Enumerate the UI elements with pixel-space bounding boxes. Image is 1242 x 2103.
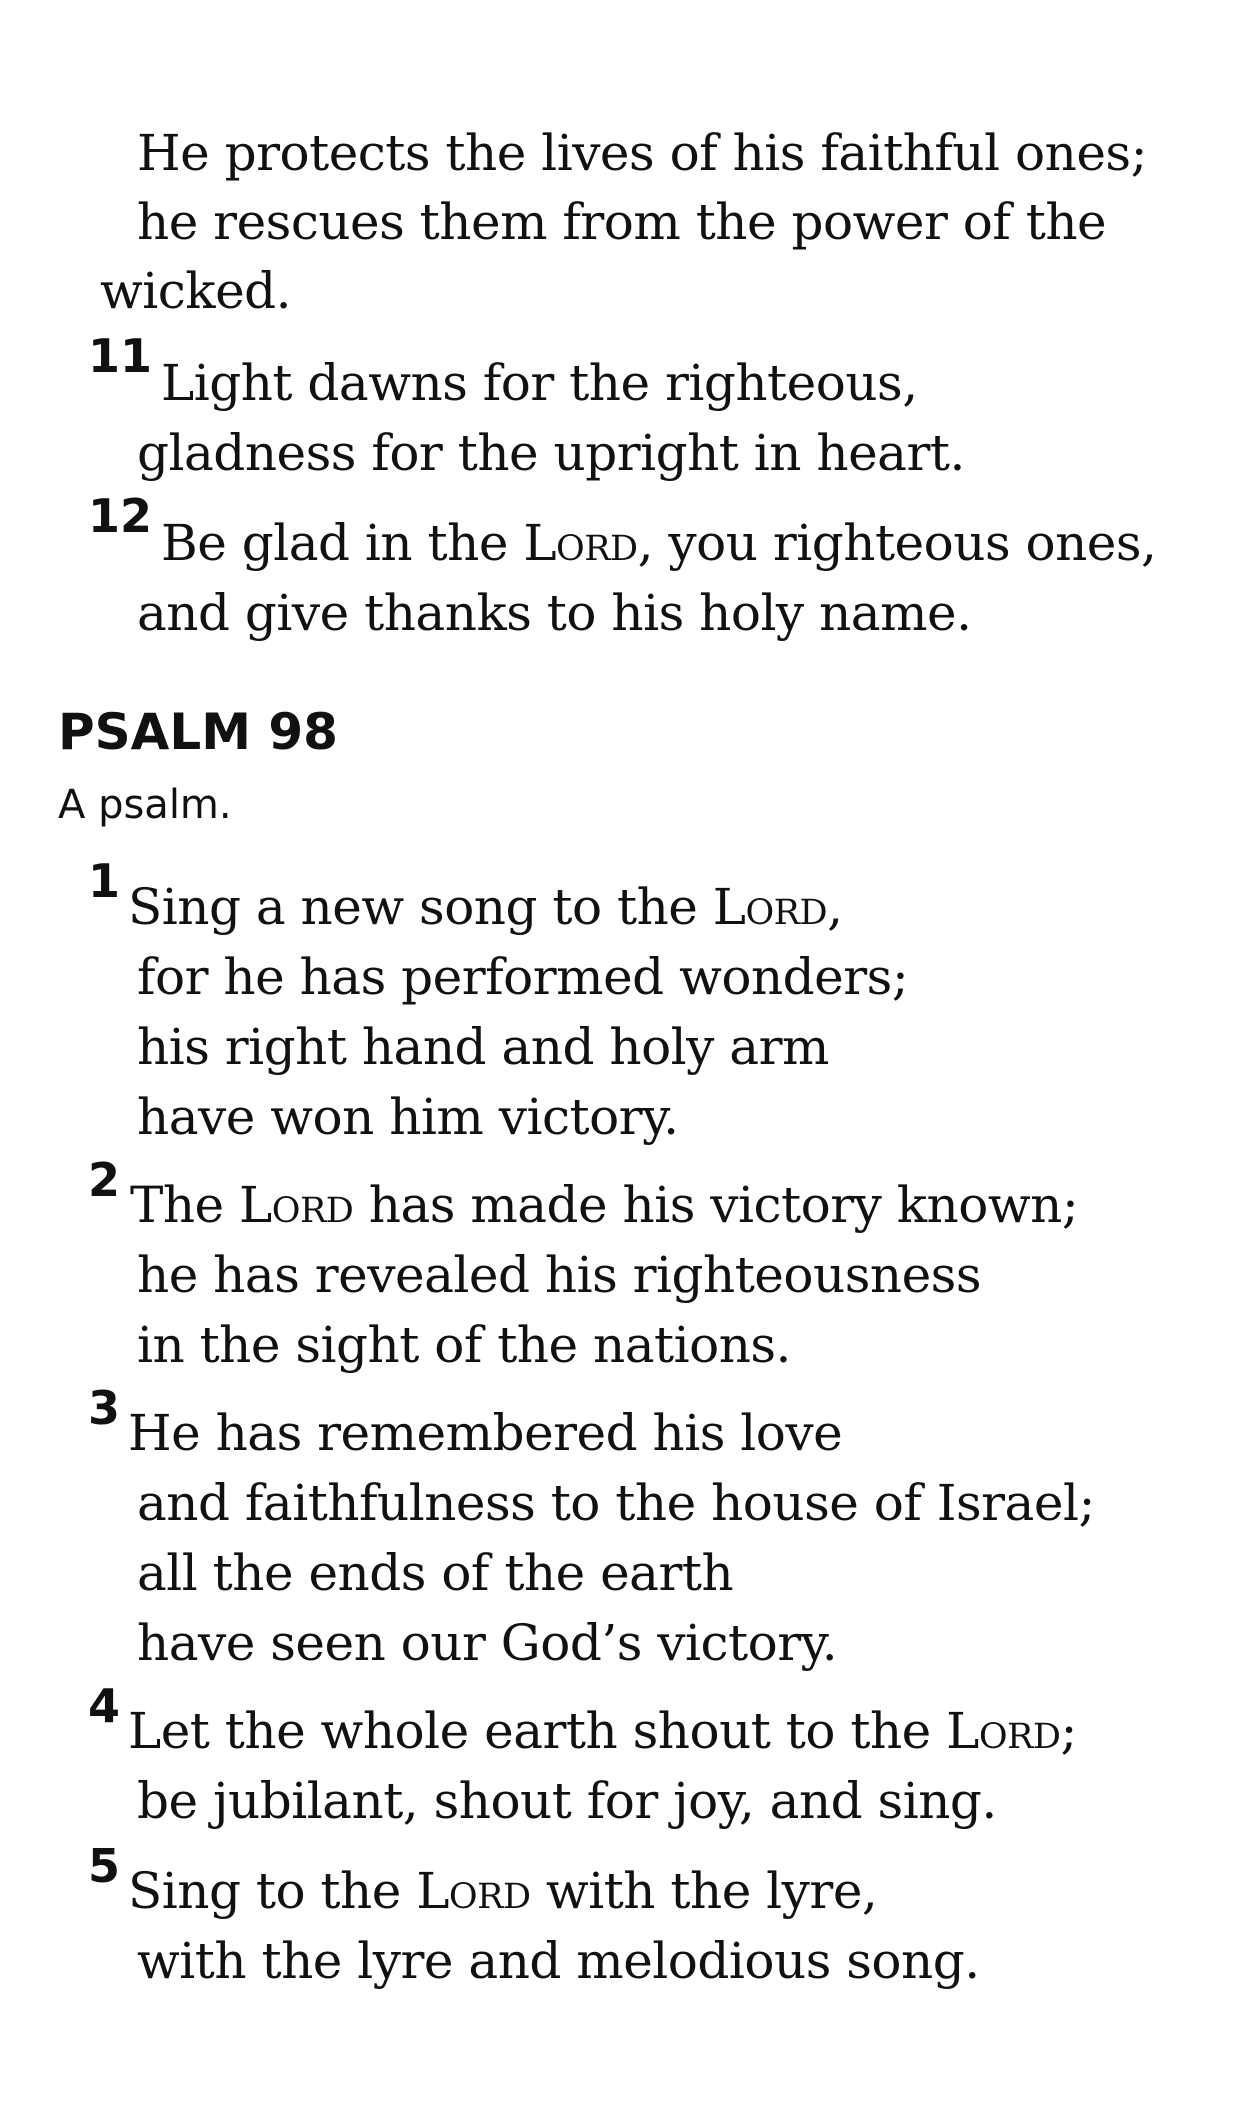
verse-line: have seen our God’s victory. (137, 1614, 838, 1672)
divine-name: Lord (416, 1862, 531, 1920)
verse-text: Sing to the (128, 1862, 417, 1920)
verse-line (128, 1702, 1077, 1760)
verse-text: , (827, 878, 843, 936)
verse-line (161, 514, 1157, 572)
verse-line (130, 1176, 1079, 1234)
verse-text: Be glad in the (161, 514, 524, 572)
verse-number: 3 (88, 1381, 121, 1435)
verse-text: Let the whole earth shout to the (128, 1702, 947, 1760)
verse-number: 1 (88, 854, 121, 908)
verse-line: Light dawns for the righteous, (161, 354, 918, 412)
verse-text: Sing a new song to the (128, 878, 713, 936)
verse-line: be jubilant, shout for joy, and sing. (137, 1772, 997, 1830)
verse-text: ; (1060, 1702, 1077, 1760)
verse-line: for he has performed wonders; (137, 948, 909, 1006)
verse-line: gladness for the upright in heart. (137, 424, 965, 482)
psalm-superscription: A psalm. (58, 782, 232, 828)
divine-name: Lord (239, 1176, 354, 1234)
verse-line (128, 1862, 878, 1920)
verse-line: he has revealed his righteousness (137, 1246, 981, 1304)
verse-line: He protects the lives of his faithful ones; (137, 124, 1147, 182)
verse-line: he rescues them from the power of the (137, 193, 1107, 251)
verse-number: 5 (88, 1839, 121, 1893)
verse-line: all the ends of the earth (137, 1544, 734, 1602)
verse-line: his right hand and holy arm (137, 1018, 829, 1076)
verse-line: and give thanks to his holy name. (137, 584, 972, 642)
verse-text: , you righteous ones, (637, 514, 1157, 572)
verse-line: wicked. (100, 262, 292, 320)
divine-name: Lord (946, 1702, 1061, 1760)
divine-name: Lord (523, 514, 638, 572)
psalm-title: PSALM 98 (58, 703, 338, 761)
verse-text: has made his victory known; (353, 1176, 1079, 1234)
divine-name: Lord (712, 878, 828, 936)
verse-text: The (130, 1176, 240, 1234)
verse-line: He has remembered his love (128, 1404, 843, 1462)
verse-line: and faithfulness to the house of Israel; (137, 1474, 1095, 1532)
verse-line: with the lyre and melodious song. (137, 1932, 980, 1990)
verse-number: 12 (88, 489, 153, 543)
verse-line: in the sight of the nations. (137, 1316, 791, 1374)
verse-number: 4 (88, 1679, 121, 1733)
verse-line: have won him victory. (137, 1088, 679, 1146)
verse-number: 2 (88, 1153, 121, 1207)
verse-text: with the lyre, (530, 1862, 878, 1920)
verse-line (128, 878, 843, 936)
verse-number: 11 (88, 329, 153, 383)
